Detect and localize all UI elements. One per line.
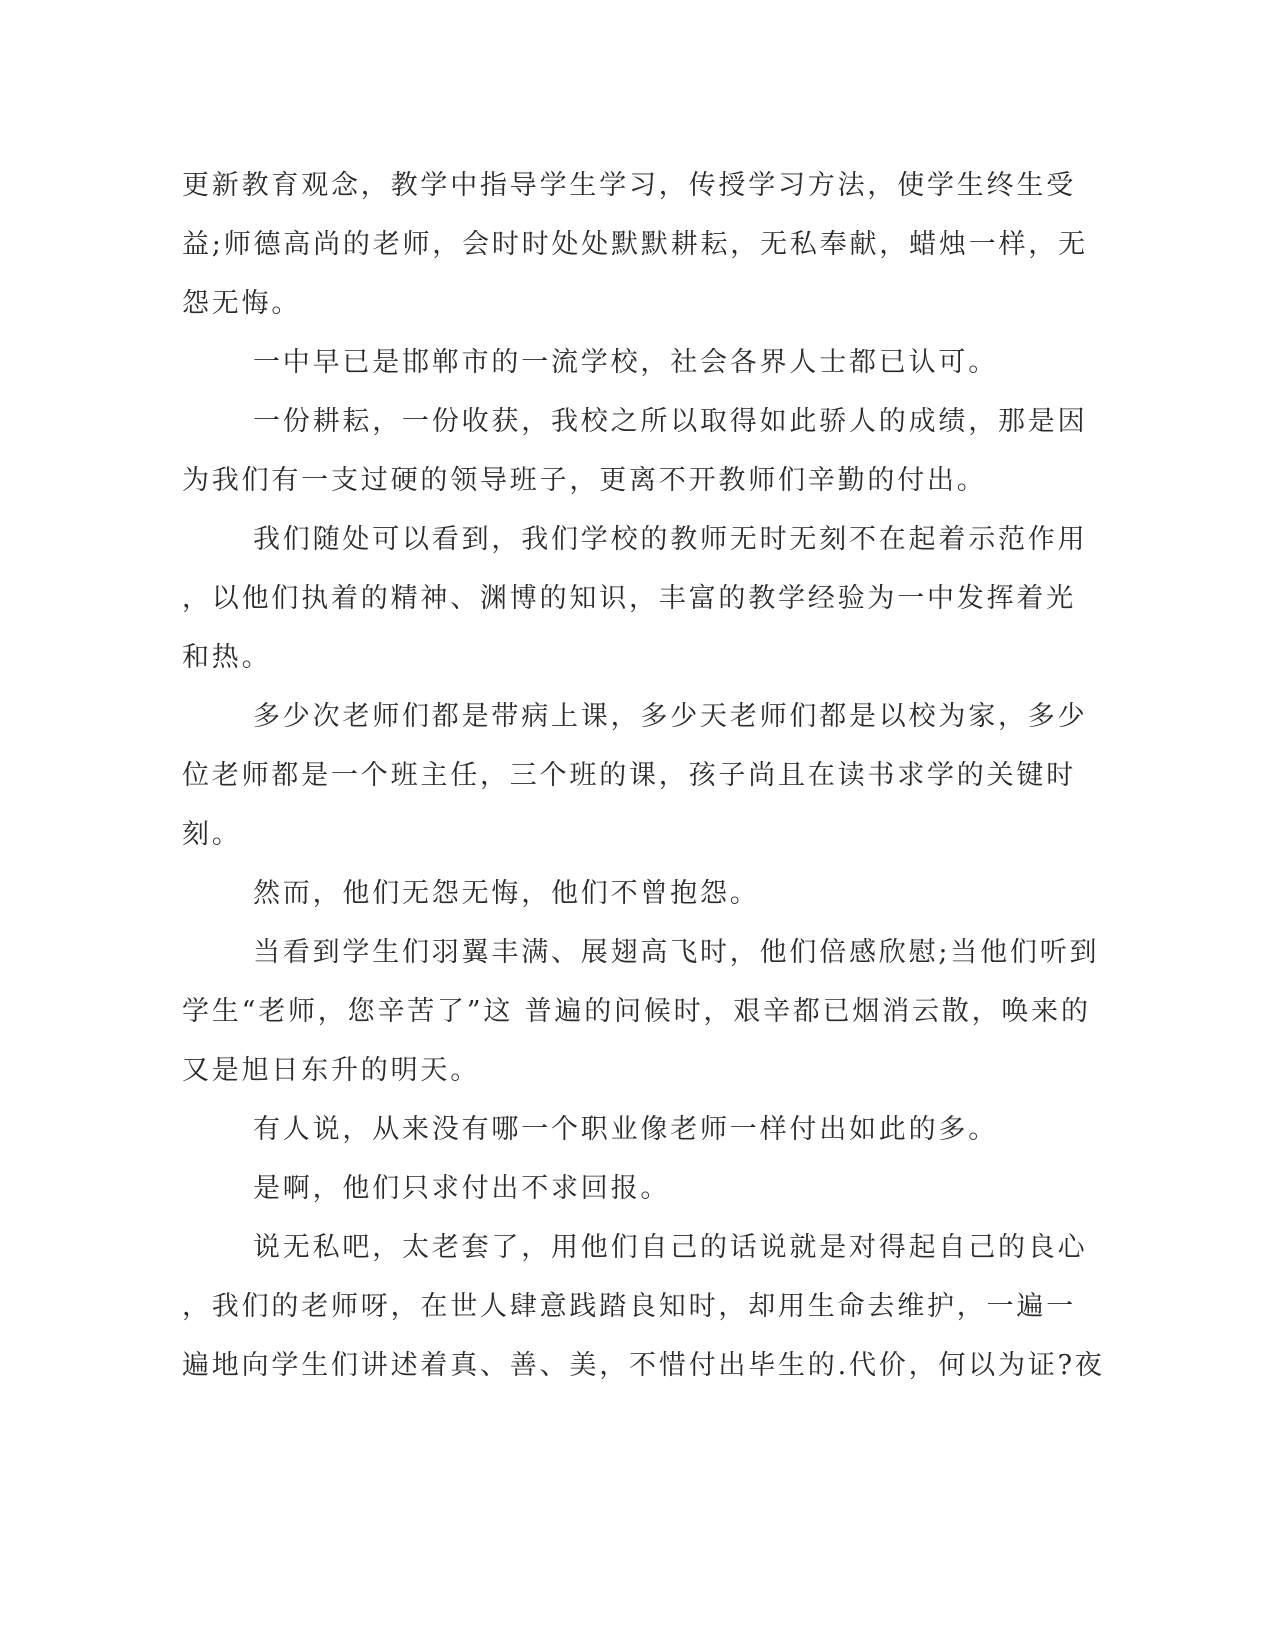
text-line: 当看到学生们羽翼丰满、展翅高飞时，他们倍感欣慰;当他们听到 <box>253 937 1100 968</box>
text-line: ，我们的老师呀，在世人肆意践踏良知时，却用生命去维护，一遍一 <box>182 1291 1076 1322</box>
text-line: 益;师德高尚的老师，会时时处处默默耕耘，无私奉献，蜡烛一样，无 <box>182 229 1088 260</box>
text-line: 然而，他们无怨无悔，他们不曾抱怨。 <box>253 878 760 909</box>
text-line: 是啊，他们只求付出不求回报。 <box>253 1173 671 1204</box>
text-line: 一中早已是邯郸市的一流学校，社会各界人士都已认可。 <box>253 347 998 378</box>
text-line: ，以他们执着的精神、渊博的知识，丰富的教学经验为一中发挥着光 <box>182 583 1076 614</box>
text-line: 学生“老师，您辛苦了”这 普遍的问候时，艰辛都已烟消云散，唤来的 <box>182 996 1091 1027</box>
text-line: 和热。 <box>182 642 272 673</box>
text-line: 刻。 <box>182 819 242 850</box>
body-text <box>182 156 1105 1395</box>
text-line: 位老师都是一个班主任，三个班的课，孩子尚且在读书求学的关键时 <box>182 760 1076 791</box>
text-line: 遍地向学生们讲述着真、善、美，不惜付出毕生的.代价，何以为证?夜 <box>182 1350 1105 1381</box>
text-line: 更新教育观念，教学中指导学生学习，传授学习方法，使学生终生受 <box>182 170 1076 201</box>
text-line: 说无私吧，太老套了，用他们自己的话说就是对得起自己的良心 <box>253 1232 1088 1263</box>
text-line: 又是旭日东升的明天。 <box>182 1055 480 1086</box>
text-line: 为我们有一支过硬的领导班子，更离不开教师们辛勤的付出。 <box>182 465 987 496</box>
text-line: 多少次老师们都是带病上课，多少天老师们都是以校为家，多少 <box>253 701 1088 732</box>
text-line: 有人说，从来没有哪一个职业像老师一样付出如此的多。 <box>253 1114 998 1145</box>
text-line: 一份耕耘，一份收获，我校之所以取得如此骄人的成绩，那是因 <box>253 406 1088 437</box>
text-line: 我们随处可以看到，我们学校的教师无时无刻不在起着示范作用 <box>253 524 1088 555</box>
text-line: 怨无悔。 <box>182 288 302 319</box>
